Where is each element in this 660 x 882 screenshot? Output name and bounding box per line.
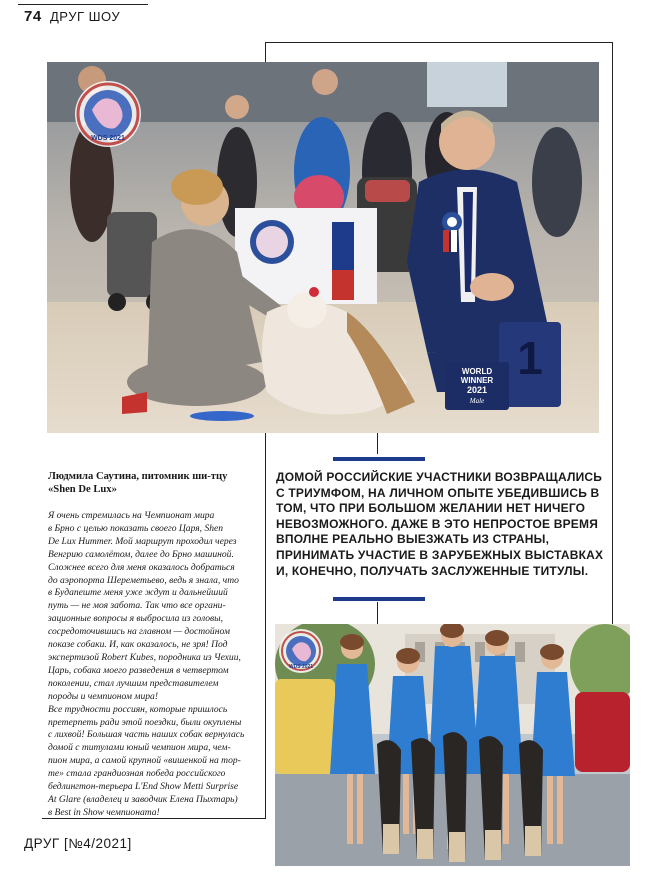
photo-bottom-team: [275, 624, 630, 866]
wds-logo-text-bottom: WDS 2021: [288, 664, 314, 670]
frame-left-tick: [265, 42, 266, 62]
footer-issue: ДРУГ [№4/2021]: [24, 836, 132, 851]
trophy-line-3: 2021: [466, 385, 488, 395]
frame-top-line: [265, 42, 613, 43]
page-number: 74: [24, 8, 42, 25]
frame-left-line: [265, 432, 266, 818]
wds-logo-icon-bottom: [279, 629, 323, 673]
quote-top-bar: [333, 457, 425, 461]
author-caption: [48, 470, 263, 496]
top-rule: [18, 4, 148, 5]
frame-mid-tick: [377, 432, 378, 454]
quote-bottom-bar: [333, 597, 425, 601]
pull-quote: ДОМОЙ РОССИЙСКИЕ УЧАСТНИКИ ВОЗВРАЩАЛИСЬ С ТРИУМФОМ, НА ЛИЧНОМ ОПЫТЕ УБЕДИВШИСЬ В ТОМ, ЧТО ПРИ БОЛЬШОМ ЖЕЛАНИИ НЕТ НИЧЕГО НЕВОЗМОЖНОГО. ДАЖЕ В ЭТО НЕПРОСТОЕ ВРЕМЯ ВПОЛНЕ РЕАЛЬНО ВЫЕЗЖАТЬ ИЗ СТРАНЫ, ПРИНИМАТЬ УЧАСТИЕ В ЗАРУБЕЖНЫХ ВЫСТАВКАХ И, КОНЕЧНО, ПОЛУЧАТЬ ЗАСЛУЖЕННЫЕ ТИТУЛЫ.: [276, 470, 604, 578]
kennel-name: «Shen De Lux»: [48, 484, 117, 495]
wds-logo-text-top: WDS 2021: [91, 135, 125, 142]
wds-logo-icon: [75, 81, 141, 147]
trophy-number: 1: [517, 332, 543, 384]
trophy-line-4: Male: [469, 397, 485, 405]
section-title: ДРУГ ШОУ: [50, 9, 121, 24]
article-body: Я очень стремилась на Чемпионат мира в Брно с целью показать своего Царя, Shen De Lux Hummer. Мой маршрут проходил через Венгрию самолётом, далее до Брно машиной. Сложнее всего для меня оказалось добраться до аэропорта Шереметьево, ведь я знала, что в Будапеште меня уже ждут и дальнейший путь — не моя забота. Так что все органи- зационные вопросы я выбросила из головы, сосредоточившись на главном — достойном показе собаки. И, как оказалось, не зря! Под экспертизой Robert Kubes, породника из Чехии, Царь, собака моего разведения в четвертом поколении, стал лучшим представителем породы и чемпионом мира! Все трудности россиян, которые пришлось претерпеть ради этой поездки, были окуплены с лихвой! Большая часть наших собак вернулась домой с титулами юный чемпион мира, чем- пион мира, а самой крупной «вишенкой на тор- те» стала грандиозная победа российского бедлингтон-терьера L'End Show Metti Surprise At Glare (владелец и заводчик Елена Пыхтарь) в Best in Show чемпионата!: [48, 510, 245, 818]
frame-right-line: [612, 42, 613, 624]
photo-top-show-ring: [47, 62, 599, 433]
frame-mid-tick-lower: [377, 602, 378, 624]
author-name: Людмила Саутина, питомник ши-тцу: [48, 471, 228, 482]
trophy-line-1: WORLD: [461, 367, 493, 376]
trophy-line-2: WINNER: [460, 376, 494, 385]
